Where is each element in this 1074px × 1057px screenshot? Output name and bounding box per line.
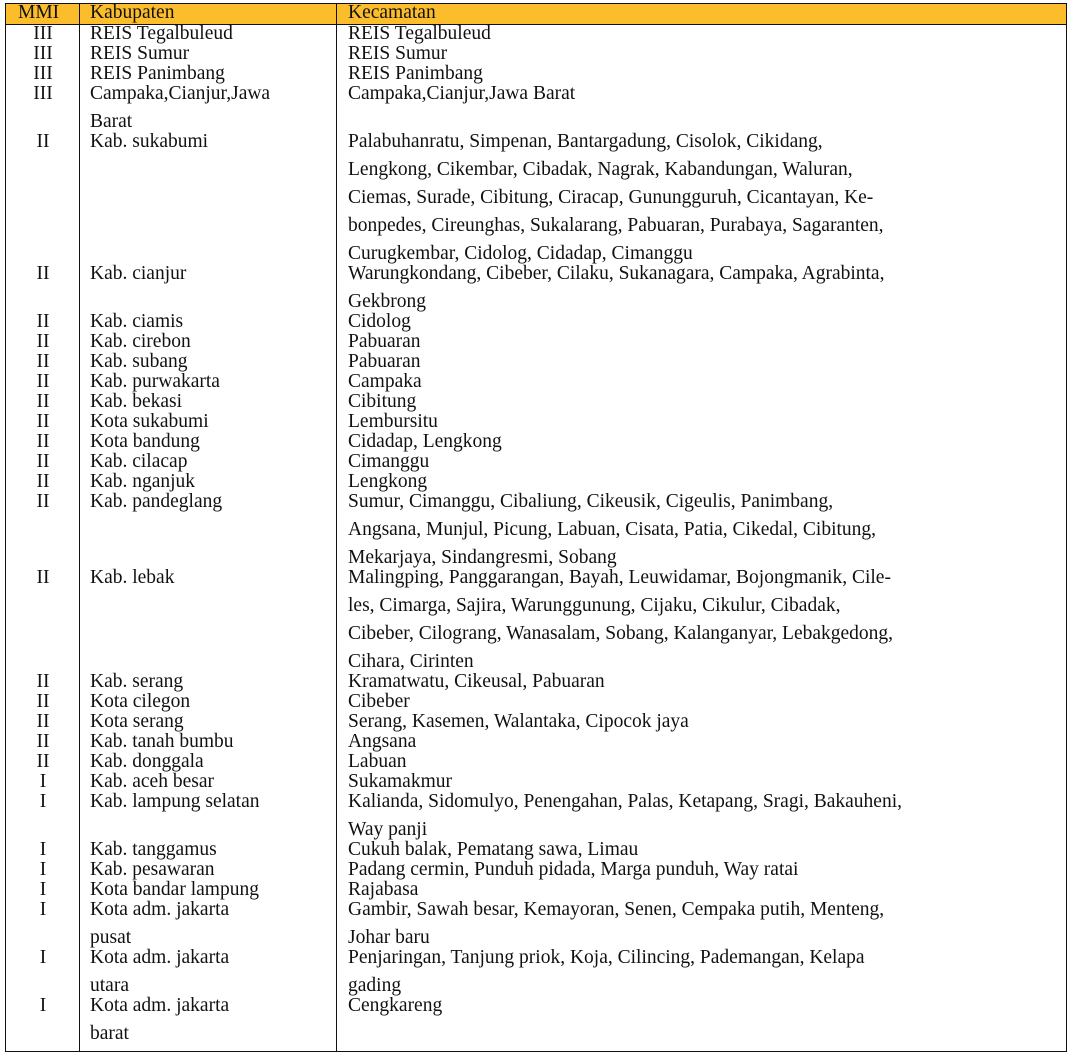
kecamatan-cell xyxy=(348,132,1060,272)
table-row xyxy=(6,44,1066,64)
kecamatan-cell-line: Cihara, Cirinten xyxy=(348,651,474,672)
kecamatan-cell-line: Sukamakmur xyxy=(348,771,452,792)
table-row xyxy=(6,860,1066,880)
kabupaten-cell-line: utara xyxy=(90,975,129,996)
mmi-value: I xyxy=(39,839,47,860)
kecamatan-cell-line: Warungkondang, Cibeber, Cilaku, Sukanagara, Campaka, Agrabinta, xyxy=(348,263,885,284)
kabupaten-cell-line: Kab. pesawaran xyxy=(90,859,215,880)
kecamatan-cell-line: Lembursitu xyxy=(348,411,438,432)
kecamatan-cell-line: Sumur, Cimanggu, Cibaliung, Cikeusik, Cigeulis, Panimbang, xyxy=(348,491,834,512)
kabupaten-cell-line: Kota serang xyxy=(90,711,184,732)
kecamatan-cell-line: Johar baru xyxy=(348,927,430,948)
kecamatan-cell-line: Padang cermin, Punduh pidada, Marga punduh, Way ratai xyxy=(348,859,799,880)
mmi-value: I xyxy=(39,879,47,900)
mmi-value: III xyxy=(33,23,53,44)
kecamatan-cell-line: Cibitung xyxy=(348,391,417,412)
kabupaten-cell-line: Kab. nganjuk xyxy=(90,471,196,492)
kecamatan-cell-line: Campaka,Cianjur,Jawa Barat xyxy=(348,83,576,104)
mmi-value: II xyxy=(36,331,50,352)
kecamatan-cell-line: Labuan xyxy=(348,751,407,772)
kecamatan-cell-line: Campaka xyxy=(348,371,422,392)
kecamatan-cell-line: Cidadap, Lengkong xyxy=(348,431,502,452)
kecamatan-cell-line: Rajabasa xyxy=(348,879,419,900)
kabupaten-cell xyxy=(90,492,330,520)
kabupaten-cell-line: Kota sukabumi xyxy=(90,411,209,432)
table-row xyxy=(6,264,1066,312)
kecamatan-cell-line: Penjaringan, Tanjung priok, Koja, Cilincing, Pademangan, Kelapa xyxy=(348,947,865,968)
kecamatan-cell-line: REIS Panimbang xyxy=(348,63,483,84)
table-row xyxy=(6,312,1066,332)
kabupaten-cell-line: REIS Sumur xyxy=(90,43,190,64)
kabupaten-cell-line: Kab. purwakarta xyxy=(90,371,220,392)
mmi-value: II xyxy=(36,351,50,372)
kabupaten-cell-line: Kab. tanah bumbu xyxy=(90,731,234,752)
mmi-value: II xyxy=(36,691,50,712)
kecamatan-cell xyxy=(348,568,1060,680)
kecamatan-cell-line: Way panji xyxy=(348,819,428,840)
table-row xyxy=(6,64,1066,84)
kabupaten-cell-line: Kota bandung xyxy=(90,431,200,452)
kabupaten-cell-line: Kota cilegon xyxy=(90,691,191,712)
kabupaten-cell-line: Kota adm. jakarta xyxy=(90,899,230,920)
mmi-value: I xyxy=(39,947,47,968)
table-row xyxy=(6,568,1066,672)
table-row xyxy=(6,840,1066,860)
kabupaten-cell-line: barat xyxy=(90,1023,129,1044)
mmi-value: III xyxy=(33,43,53,64)
kabupaten-cell-line: Kab. serang xyxy=(90,671,184,692)
table-row xyxy=(6,132,1066,264)
mmi-value: II xyxy=(36,431,50,452)
kabupaten-cell-line: Kab. cianjur xyxy=(90,263,187,284)
kecamatan-cell-line: REIS Sumur xyxy=(348,43,448,64)
kecamatan-cell xyxy=(348,492,1060,576)
kecamatan-cell-line: Cimanggu xyxy=(348,451,430,472)
kabupaten-cell-line: Kab. donggala xyxy=(90,751,204,772)
mmi-value: II xyxy=(36,371,50,392)
kabupaten-cell xyxy=(90,132,330,160)
kabupaten-cell-line: Campaka,Cianjur,Jawa xyxy=(90,83,271,104)
table-row xyxy=(6,672,1066,692)
mmi-value: II xyxy=(36,451,50,472)
table-row xyxy=(6,392,1066,412)
mmi-value: II xyxy=(36,311,50,332)
kabupaten-cell-line: Kab. tanggamus xyxy=(90,839,217,860)
table-body xyxy=(6,24,1066,1044)
kecamatan-cell-line: Mekarjaya, Sindangresmi, Sobang xyxy=(348,547,617,568)
mmi-value: I xyxy=(39,899,47,920)
table-row xyxy=(6,492,1066,568)
kabupaten-cell-line: Kab. ciamis xyxy=(90,311,184,332)
kecamatan-cell xyxy=(348,84,1060,112)
mmi-value: II xyxy=(36,671,50,692)
kabupaten-cell-line: Kab. cilacap xyxy=(90,451,188,472)
kecamatan-cell-line: Angsana, Munjul, Picung, Labuan, Cisata, Patia, Cikedal, Cibitung, xyxy=(348,519,877,540)
mmi-value: II xyxy=(36,391,50,412)
kabupaten-cell xyxy=(90,264,330,292)
kabupaten-cell-line: Kota bandar lampung xyxy=(90,879,259,900)
mmi-value: II xyxy=(36,567,50,588)
mmi-value: I xyxy=(39,791,47,812)
mmi-cell xyxy=(6,792,80,820)
mmi-value: I xyxy=(39,859,47,880)
kecamatan-cell-line: Cidolog xyxy=(348,311,411,332)
kabupaten-cell-line: REIS Panimbang xyxy=(90,63,225,84)
table-row xyxy=(6,772,1066,792)
mmi-value: II xyxy=(36,751,50,772)
kecamatan-cell-line: Gekbrong xyxy=(348,291,426,312)
table-row xyxy=(6,692,1066,712)
table-row xyxy=(6,712,1066,732)
kecamatan-cell-line: Cibeber, Cilograng, Wanasalam, Sobang, Kalanganyar, Lebakgedong, xyxy=(348,623,894,644)
kabupaten-cell-line: REIS Tegalbuleud xyxy=(90,23,233,44)
kecamatan-cell-line: Cukuh balak, Pematang sawa, Limau xyxy=(348,839,639,860)
header-kabupaten: Kabupaten xyxy=(90,2,175,23)
kecamatan-cell-line: Kalianda, Sidomulyo, Penengahan, Palas, Ketapang, Sragi, Bakauheni, xyxy=(348,791,902,812)
kecamatan-cell-line: Malingping, Panggarangan, Bayah, Leuwidamar, Bojongmanik, Cile- xyxy=(348,567,891,588)
kecamatan-cell-line: Gambir, Sawah besar, Kemayoran, Senen, Cempaka putih, Menteng, xyxy=(348,899,885,920)
mmi-value: I xyxy=(39,995,47,1016)
table-row xyxy=(6,880,1066,900)
kecamatan-cell-line: les, Cimarga, Sajira, Warunggunung, Cijaku, Cikulur, Cibadak, xyxy=(348,595,841,616)
kecamatan-cell-line: Pabuaran xyxy=(348,351,421,372)
table-row xyxy=(6,996,1066,1044)
table-row xyxy=(6,432,1066,452)
kecamatan-cell-line: Angsana xyxy=(348,731,417,752)
table-row xyxy=(6,352,1066,372)
kecamatan-cell-line: Curugkembar, Cidolog, Cidadap, Cimanggu xyxy=(348,243,693,264)
kecamatan-cell-line: Serang, Kasemen, Walantaka, Cipocok jaya xyxy=(348,711,689,732)
mmi-value: II xyxy=(36,471,50,492)
kecamatan-cell-line: REIS Tegalbuleud xyxy=(348,23,491,44)
header-mmi: MMI xyxy=(18,2,60,23)
kabupaten-cell-line: pusat xyxy=(90,927,132,948)
kecamatan-cell-line: Kramatwatu, Cikeusal, Pabuaran xyxy=(348,671,605,692)
mmi-cell xyxy=(6,568,80,596)
table-row xyxy=(6,372,1066,392)
table-row xyxy=(6,452,1066,472)
mmi-table xyxy=(5,3,1067,1052)
kabupaten-cell-line: Kab. bekasi xyxy=(90,391,183,412)
kabupaten-cell-line: Kab. aceh besar xyxy=(90,771,214,792)
mmi-value: II xyxy=(36,263,50,284)
mmi-cell xyxy=(6,84,80,112)
table-row xyxy=(6,84,1066,132)
kabupaten-cell-line: Kota adm. jakarta xyxy=(90,995,230,1016)
kecamatan-cell-line: bonpedes, Cireunghas, Sukalarang, Pabuaran, Purabaya, Sagaranten, xyxy=(348,215,884,236)
kabupaten-cell xyxy=(90,568,330,596)
kabupaten-cell-line: Kab. subang xyxy=(90,351,188,372)
mmi-value: II xyxy=(36,411,50,432)
mmi-cell xyxy=(6,948,80,976)
kecamatan-cell-line: Cengkareng xyxy=(348,995,443,1016)
kecamatan-cell-line: Ciemas, Surade, Cibitung, Ciracap, Gunungguruh, Cicantayan, Ke- xyxy=(348,187,874,208)
kabupaten-cell-line: Kab. lampung selatan xyxy=(90,791,260,812)
kabupaten-cell-line: Kab. lebak xyxy=(90,567,175,588)
kecamatan-cell-line: Lengkong, Cikembar, Cibadak, Nagrak, Kabandungan, Waluran, xyxy=(348,159,853,180)
mmi-value: II xyxy=(36,711,50,732)
kabupaten-cell-line: Kota adm. jakarta xyxy=(90,947,230,968)
mmi-value: I xyxy=(39,771,47,792)
table-row xyxy=(6,752,1066,772)
mmi-cell xyxy=(6,492,80,520)
table-header xyxy=(6,4,1066,25)
kecamatan-cell-line: Palabuhanratu, Simpenan, Bantargadung, Cisolok, Cikidang, xyxy=(348,131,823,152)
table-row xyxy=(6,948,1066,996)
mmi-value: II xyxy=(36,731,50,752)
mmi-value: III xyxy=(33,83,53,104)
table-row xyxy=(6,24,1066,44)
table-row xyxy=(6,732,1066,752)
table-row xyxy=(6,412,1066,432)
mmi-value: III xyxy=(33,63,53,84)
table-row xyxy=(6,472,1066,492)
kecamatan-cell xyxy=(348,996,1060,1024)
kabupaten-cell-line: Kab. cirebon xyxy=(90,331,191,352)
table-row xyxy=(6,792,1066,840)
kecamatan-cell-line: gading xyxy=(348,975,402,996)
kecamatan-cell-line: Pabuaran xyxy=(348,331,421,352)
mmi-cell xyxy=(6,132,80,160)
kecamatan-cell-line: Lengkong xyxy=(348,471,428,492)
mmi-cell xyxy=(6,900,80,928)
table-row xyxy=(6,332,1066,352)
kabupaten-cell-line: Kab. pandeglang xyxy=(90,491,223,512)
kecamatan-cell-line: Cibeber xyxy=(348,691,410,712)
mmi-cell xyxy=(6,996,80,1024)
kabupaten-cell-line: Barat xyxy=(90,111,133,132)
mmi-value: II xyxy=(36,131,50,152)
header-kecamatan: Kecamatan xyxy=(348,2,436,23)
kabupaten-cell xyxy=(90,792,330,820)
mmi-value: II xyxy=(36,491,50,512)
table-row xyxy=(6,900,1066,948)
mmi-cell xyxy=(6,264,80,292)
kabupaten-cell-line: Kab. sukabumi xyxy=(90,131,209,152)
kabupaten-cell xyxy=(90,996,330,1052)
